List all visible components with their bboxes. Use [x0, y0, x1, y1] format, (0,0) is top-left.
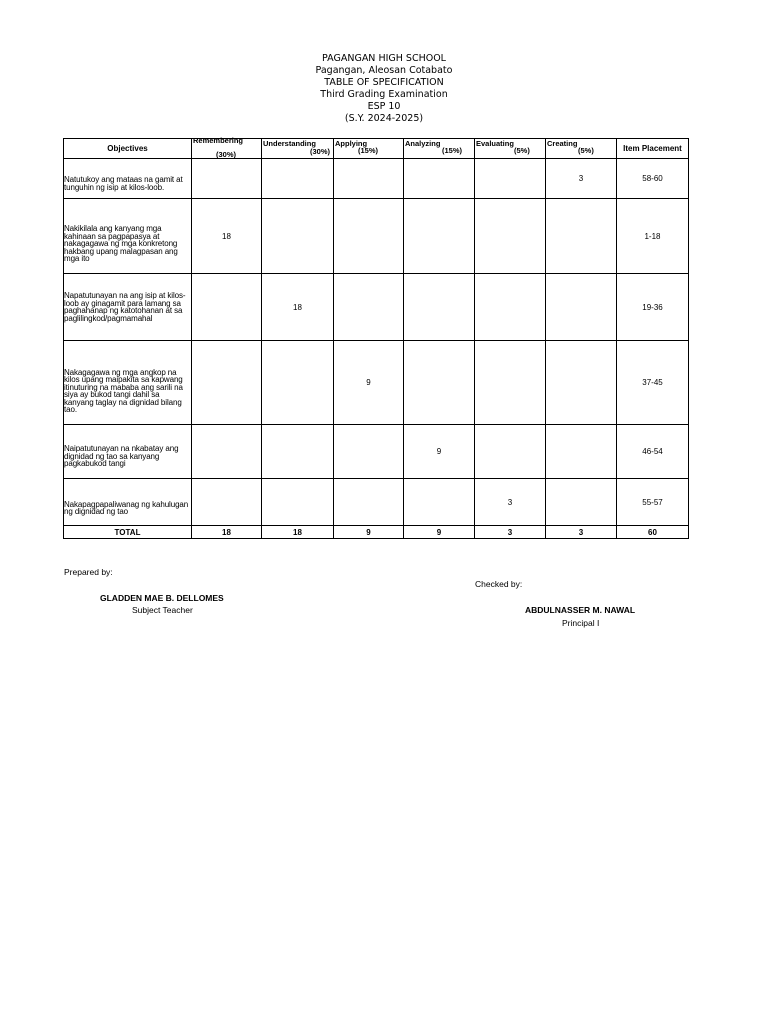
remembering-cell: 18	[192, 199, 262, 274]
subject-name: ESP 10	[367, 101, 401, 112]
item-placement-cell: 19-36	[617, 274, 689, 341]
applying-cell	[334, 479, 404, 526]
checked-by-label: Checked by:	[475, 579, 523, 589]
analyzing-cell	[404, 274, 475, 341]
analyzing-cell	[404, 341, 475, 425]
analyzing-cell: 9	[404, 425, 475, 479]
prepared-by-role: Subject Teacher	[132, 605, 193, 615]
evaluating-cell	[475, 159, 546, 199]
understanding-cell	[262, 341, 334, 425]
prepared-by-name: GLADDEN MAE B. DELLOMES	[100, 593, 224, 603]
total-creating: 3	[546, 526, 617, 539]
school-name: PAGANGAN HIGH SCHOOL	[322, 53, 446, 64]
item-placement-cell: 37-45	[617, 341, 689, 425]
creating-cell	[546, 341, 617, 425]
total-item-placement: 60	[617, 526, 689, 539]
checked-by-role: Principal I	[562, 618, 600, 628]
applying-cell	[334, 425, 404, 479]
item-placement-header: Item Placement	[617, 139, 689, 159]
school-address: Pagangan, Aleosan Cotabato	[315, 65, 453, 76]
specification-table	[63, 138, 689, 539]
level-header-remembering	[192, 136, 262, 159]
prepared-by-label: Prepared by:	[64, 567, 113, 577]
school-year: (S.Y. 2024-2025)	[344, 113, 424, 124]
level-header-analyzing	[404, 139, 475, 159]
level-percent: (30%)	[309, 147, 330, 156]
understanding-cell	[262, 159, 334, 199]
level-percent: (15%)	[358, 146, 379, 155]
total-label: TOTAL	[64, 526, 192, 539]
applying-cell: 9	[334, 341, 404, 425]
analyzing-cell	[404, 199, 475, 274]
understanding-cell	[262, 425, 334, 479]
understanding-cell	[262, 199, 334, 274]
table-header-row	[64, 139, 689, 159]
total-row	[64, 526, 689, 539]
level-name: Creating	[547, 139, 578, 148]
level-header-applying	[334, 139, 404, 159]
total-understanding: 18	[262, 526, 334, 539]
objective-cell: Nakikilala ang kanyang mga kahinaan sa pagpapasya at nakagagawa ng mga konkretong hakbang upang malagpasan ang mga ito	[64, 199, 192, 274]
creating-cell: 3	[546, 159, 617, 199]
level-name: Evaluating	[476, 139, 514, 148]
item-placement-cell: 58-60	[617, 159, 689, 199]
total-applying: 9	[334, 526, 404, 539]
analyzing-cell	[404, 479, 475, 526]
remembering-cell	[192, 425, 262, 479]
creating-cell	[546, 274, 617, 341]
creating-cell	[546, 199, 617, 274]
remembering-cell	[192, 274, 262, 341]
table-row	[64, 159, 689, 199]
understanding-cell: 18	[262, 274, 334, 341]
evaluating-cell	[475, 274, 546, 341]
objective-cell: Napatutunayan na ang isip at kilos-loob ay ginagamit para lamang sa paghahanap ng katotohanan at sa paglilingkod/pagmamahal	[64, 274, 192, 341]
total-analyzing: 9	[404, 526, 475, 539]
checked-by-name: ABDULNASSER M. NAWAL	[525, 605, 636, 615]
level-name: Remembering	[193, 136, 244, 145]
table-row	[64, 341, 689, 425]
level-percent: (15%)	[442, 146, 463, 155]
objective-cell: Nakagagawa ng mga angkop na kilos upang maipakita sa kapwang itinuturing na mababa ang sarili na siya ay bukod tangi dahil sa kanyang taglay na dignidad bilang tao.	[64, 341, 192, 425]
document-title: TABLE OF SPECIFICATION	[324, 77, 444, 88]
level-name: Understanding	[263, 139, 316, 148]
level-percent: (30%)	[216, 150, 237, 159]
exam-name: Third Grading Examination	[320, 89, 448, 100]
level-percent: (5%)	[514, 146, 530, 155]
total-evaluating: 3	[475, 526, 546, 539]
level-percent: (5%)	[578, 146, 594, 155]
analyzing-cell	[404, 159, 475, 199]
evaluating-cell	[475, 341, 546, 425]
remembering-cell	[192, 159, 262, 199]
level-header-evaluating	[475, 139, 546, 159]
understanding-cell	[262, 479, 334, 526]
table-row	[64, 199, 689, 274]
document-header	[0, 53, 768, 125]
table-row	[64, 274, 689, 341]
item-placement-cell: 46-54	[617, 425, 689, 479]
evaluating-cell	[475, 199, 546, 274]
level-header-understanding	[262, 139, 334, 159]
total-remembering: 18	[192, 526, 262, 539]
item-placement-cell: 55-57	[617, 479, 689, 526]
remembering-cell	[192, 341, 262, 425]
applying-cell	[334, 159, 404, 199]
level-name: Analyzing	[405, 139, 441, 148]
table-row	[64, 479, 689, 526]
creating-cell	[546, 479, 617, 526]
table-row	[64, 425, 689, 479]
objective-cell: Nakapagpapaliwanag ng kahulugan ng dignidad ng tao	[64, 479, 192, 526]
level-header-creating	[546, 139, 617, 159]
level-name: Applying	[335, 139, 368, 148]
applying-cell	[334, 199, 404, 274]
objective-cell: Naipatutunayan na nkabatay ang dignidad ng tao sa kanyang pagkabukod tangi	[64, 425, 192, 479]
objective-cell: Natutukoy ang mataas na gamit at tunguhin ng isip at kilos-loob.	[64, 159, 192, 199]
item-placement-cell: 1-18	[617, 199, 689, 274]
applying-cell	[334, 274, 404, 341]
objectives-header: Objectives	[64, 139, 192, 159]
creating-cell	[546, 425, 617, 479]
evaluating-cell: 3	[475, 479, 546, 526]
evaluating-cell	[475, 425, 546, 479]
remembering-cell	[192, 479, 262, 526]
